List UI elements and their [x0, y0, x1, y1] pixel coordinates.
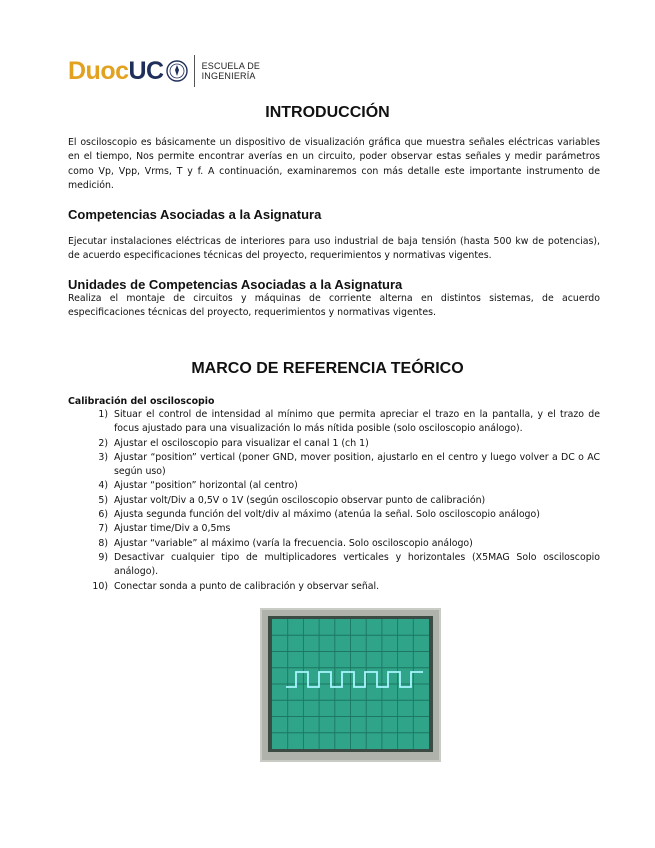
step-number: 1): [98, 409, 108, 420]
step-number: 7): [98, 523, 108, 535]
step-number: 10): [92, 580, 108, 592]
intro-title: INTRODUCCIÓN: [265, 104, 390, 121]
list-item: [86, 551, 600, 580]
list-item: [86, 508, 600, 522]
calibration-heading: Calibración del osciloscopio: [68, 396, 215, 407]
step-text: Ajustar time/Div a 0,5ms: [114, 523, 231, 535]
duoc-uc-logo: [68, 54, 260, 88]
step-text: Ajustar el osciloscopio para visualizar el canal 1 (ch 1): [114, 437, 369, 449]
university-seal-icon: [166, 60, 188, 82]
step-text: Desactivar cualquier tipo de multiplicadores verticales y horizontales (X5MAG Solo osciloscopio análogo).: [114, 551, 600, 578]
step-number: 2): [98, 437, 108, 449]
step-text: Conectar sonda a punto de calibración y observar señal.: [114, 580, 380, 592]
marco-title: MARCO DE REFERENCIA TEÓRICO: [191, 360, 464, 377]
list-item: [86, 522, 600, 536]
logo-divider: [194, 55, 195, 87]
unidades-heading: Unidades de Competencias Asociadas a la Asignatura: [68, 277, 403, 292]
step-text: Ajusta segunda función del volt/div al máximo (atenúa la señal. Solo osciloscopio análogo): [114, 509, 540, 521]
unidades-paragraph: Realiza el montaje de circuitos y máquinas de corriente alterna en distintos sistemas, de acuerdo especificaciones técnicas del proyecto, requerimientos y normativas vigentes.: [68, 293, 600, 319]
step-number: 6): [98, 509, 108, 521]
logo-brand-uc: UC: [128, 56, 164, 85]
step-text: Ajustar “position” vertical (poner GND, mover position, ajustarlo en el centro y luego volver a DC o AC según uso): [114, 451, 600, 478]
list-item: [86, 437, 600, 451]
step-number: 9): [98, 551, 108, 563]
list-item: [86, 451, 600, 480]
competencias-paragraph: Ejecutar instalaciones eléctricas de interiores para uso industrial de baja tensión (hasta 500 kw de potencias), de acuerdo especificaciones técnicas del proyecto, requerimientos y normativas vigentes.: [68, 236, 600, 262]
logo-school-line2: INGENIERÍA: [201, 71, 256, 81]
competencias-heading: Competencias Asociadas a la Asignatura: [68, 207, 322, 222]
intro-paragraph: El osciloscopio es básicamente un dispositivo de visualización gráfica que muestra señales eléctricas variables en el tiempo, Nos permite encontrar averías en un circuito, poder observar estas señales y medir parámetros como Vp, Vpp, Vrms, T y f. A continuación, examinaremos con más detalle este importante instrumento de medición.: [68, 137, 600, 191]
list-item: [86, 494, 600, 508]
step-number: 5): [98, 494, 108, 506]
logo-school-line1: ESCUELA DE: [201, 61, 261, 71]
list-item: [86, 479, 600, 493]
logo-school-name: [202, 61, 261, 81]
step-number: 4): [98, 480, 108, 492]
step-text: Ajustar volt/Div a 0,5V o 1V (según osciloscopio observar punto de calibración): [114, 494, 486, 506]
step-number: 3): [98, 451, 108, 463]
step-text: Situar el control de intensidad al mínimo que permita apreciar el trazo en la pantalla, y el trazo de focus ajustado para una visualización lo más nítida posible (solo osciloscopio análogo).: [114, 409, 600, 435]
logo-brand-duoc: Duoc: [68, 56, 129, 85]
list-item: [86, 580, 600, 594]
calibration-steps-list: [86, 408, 600, 594]
list-item: [86, 537, 600, 551]
step-number: 8): [98, 537, 108, 549]
oscilloscope-screen-image: [260, 608, 441, 762]
step-text: Ajustar “variable” al máximo (varía la frecuencia. Solo osciloscopio análogo): [114, 537, 473, 549]
list-item: [86, 408, 600, 437]
step-text: Ajustar “position” horizontal (al centro): [114, 480, 298, 492]
